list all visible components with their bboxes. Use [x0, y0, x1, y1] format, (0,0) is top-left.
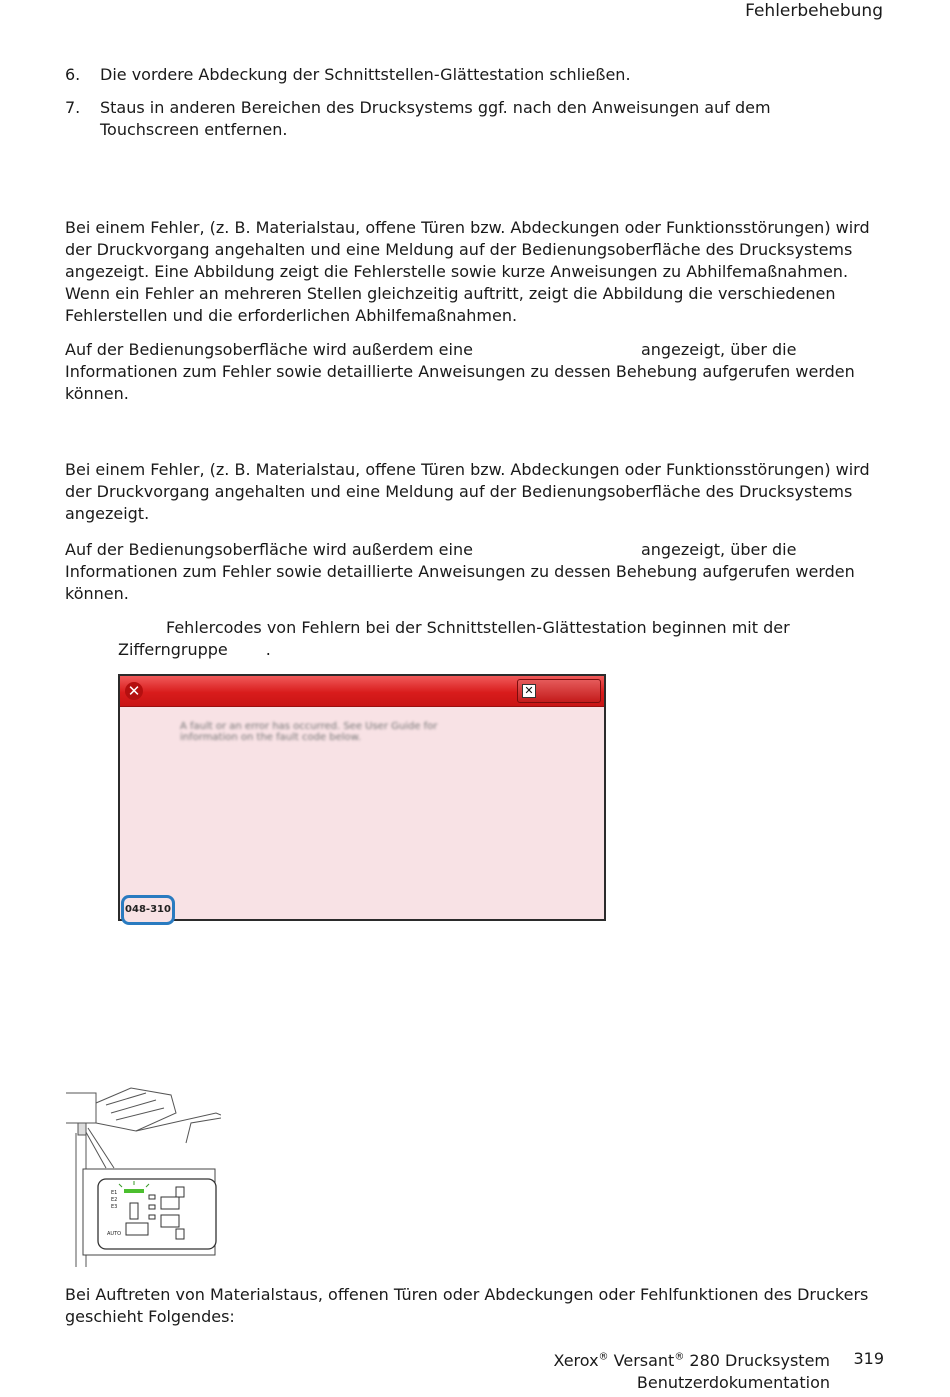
step-text: Staus in anderen Bereichen des Drucksystems ggf. nach den Anweisungen auf dem Touchscreen entfernen. [100, 98, 771, 139]
page-number: 319 [853, 1349, 884, 1368]
note-text-2: Zifferngruppe [118, 640, 228, 659]
paragraph-end: angezeigt, über die Informationen zum Fehler sowie detaillierte Anweisungen zu dessen Behebung aufgerufen werden können. [65, 540, 855, 603]
step-7 [65, 97, 855, 141]
step-number: 7. [65, 98, 81, 117]
section1-paragraph-1: Bei einem Fehler, (z. B. Materialstau, offene Türen bzw. Abdeckungen oder Funktionsstörungen) wird der Druckvorgang angehalten und eine Meldung auf der Bedienungsoberfläche des Drucksystems angezeigt. Eine Abbildung zeigt die Fehlerstelle sowie kurze Anweisungen zu Abhilfemaßnahmen. Wenn ein Fehler an mehreren Stellen gleichzeitig auftritt, zeigt die Abbildung die verschiedenen Fehlerstellen und die erforderlichen Abhilfemaßnahmen. [65, 218, 870, 325]
section2-paragraph-2 [65, 539, 885, 605]
paragraph-end: angezeigt, über die Informationen zum Fehler sowie detaillierte Anweisungen zu dessen Behebung aufgerufen werden können. [65, 340, 855, 403]
panel-label-e2: E2 [111, 1197, 118, 1203]
printer-control-panel-illustration [66, 1083, 221, 1267]
error-icon: ✕ [125, 682, 143, 700]
footer-product-name: Versant [613, 1351, 675, 1370]
close-button[interactable] [517, 679, 601, 703]
panel-label-e1: E1 [111, 1190, 118, 1196]
note [118, 617, 858, 661]
step-number: 6. [65, 65, 81, 84]
footer-doc: Benutzerdokumentation [636, 1373, 830, 1392]
section2-paragraph-1: Bei einem Fehler, (z. B. Materialstau, offene Türen bzw. Abdeckungen oder Funktionsstörungen) wird der Druckvorgang angehalten und eine Meldung auf der Bedienungsoberfläche des Drucksystems angezeigt. [65, 460, 870, 523]
footer-product: Xerox® Versant® 280 Drucksystem Benutzerdokumentation [553, 1351, 830, 1392]
footer-model: 280 Drucksystem [689, 1351, 830, 1370]
section1-paragraph-2 [65, 339, 885, 405]
running-header: Fehlerbehebung [745, 1, 883, 21]
close-icon: ✕ [522, 684, 536, 698]
dialog-title-bar [120, 676, 604, 707]
section3-paragraph-1: Bei Auftreten von Materialstaus, offenen Türen oder Abdeckungen oder Fehlfunktionen des Druckers geschieht Folgendes: [65, 1285, 869, 1326]
panel-label-e3: E3 [111, 1204, 118, 1210]
note-text: Fehlercodes von Fehlern bei der Schnittstellen-Glättestation beginnen mit der [166, 618, 790, 637]
fault-code: 048-310 [121, 895, 175, 925]
fault-dialog-screenshot [118, 674, 606, 921]
step-text: Die vordere Abdeckung der Schnittstellen-Glättestation schließen. [100, 65, 631, 84]
footer-brand: Xerox [553, 1351, 599, 1370]
paragraph-start: Auf der Bedienungsoberfläche wird außerdem eine [65, 540, 473, 559]
step-6 [65, 64, 855, 86]
note-end: . [265, 640, 271, 659]
panel-label-auto: AUTO [107, 1231, 122, 1237]
dialog-message: A fault or an error has occurred. See User Guide for information on the fault code below. [180, 721, 438, 743]
paragraph-start: Auf der Bedienungsoberfläche wird außerdem eine [65, 340, 473, 359]
